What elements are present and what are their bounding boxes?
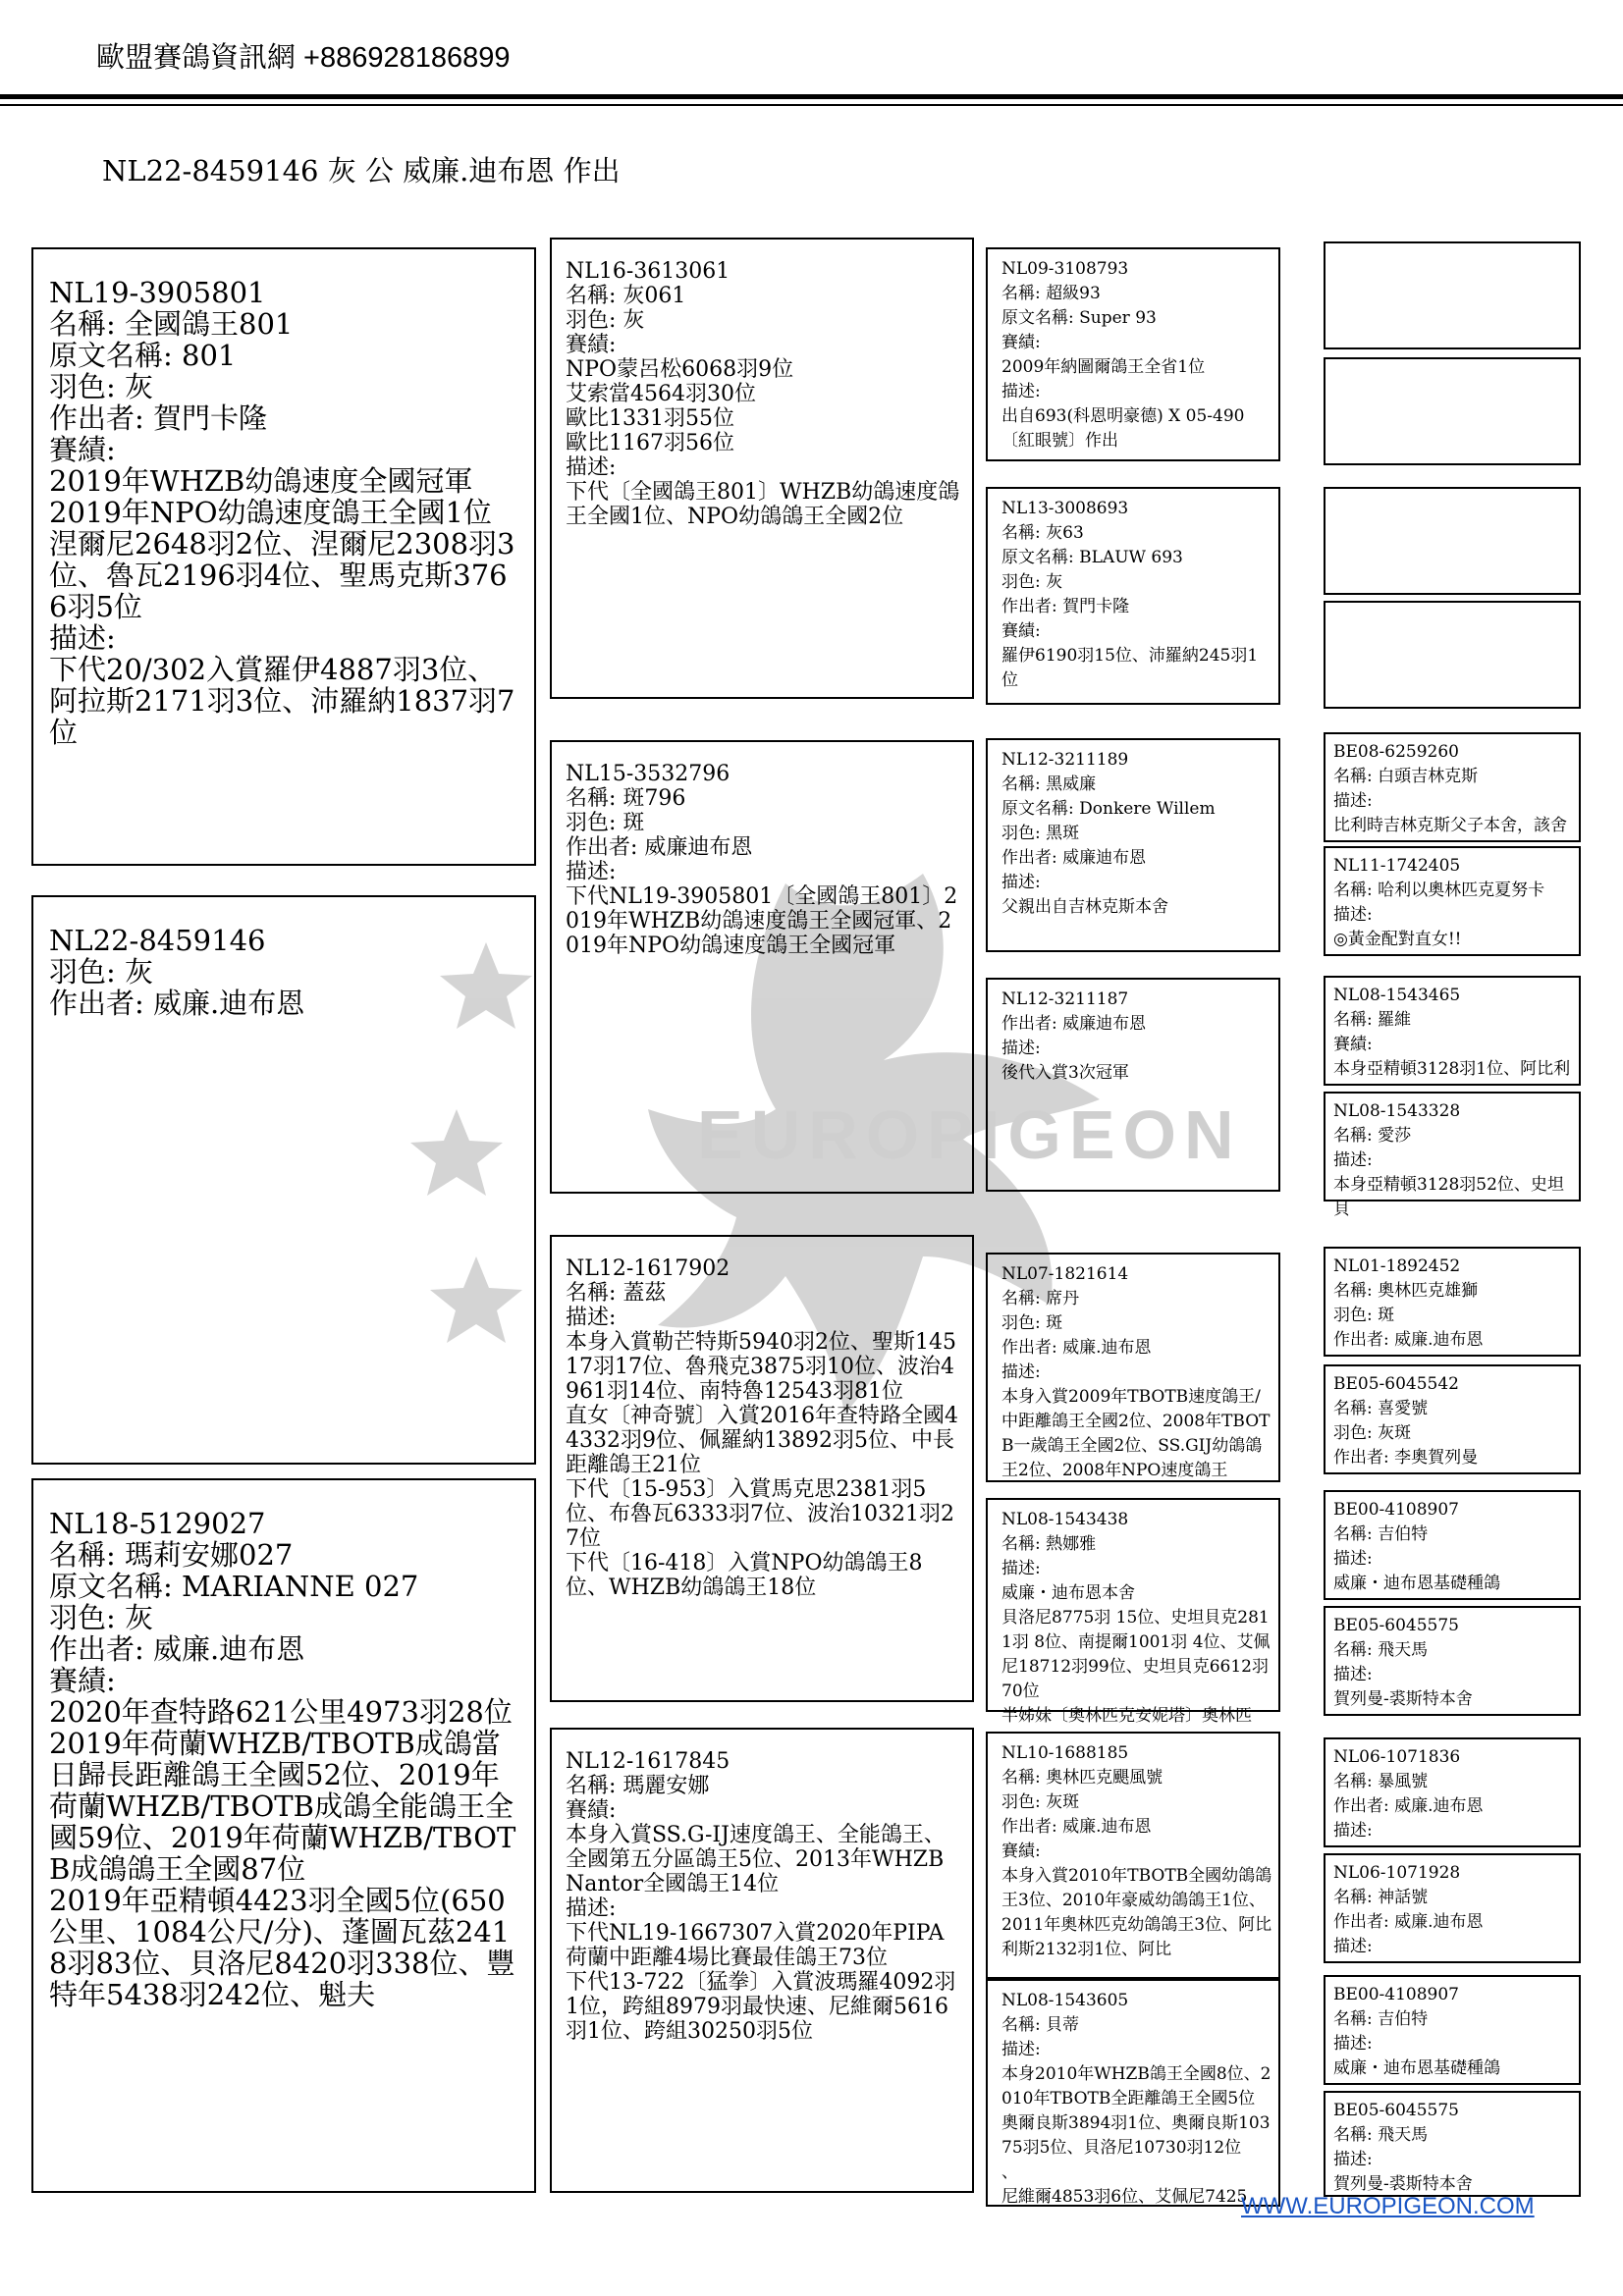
dam-dam-box: NL12-1617845 名稱: 瑪麗安娜 賽績: 本身入賞SS.G-IJ速度鴿王、全能鴿王、全國第五分區鴿王5位、2013年WHZB Nantor全國鴿王14位 描述: 下代NL19-1667307入賞2020年PIPA荷蘭中距離4場比賽最佳鴿王73位 下代13-722〔猛拳〕入賞波瑪羅4092羽1位，跨組8979羽最快速、尼維爾5616羽1位、跨組30250羽5位 (550, 1728, 974, 2193)
dd-sire-box: NL10-1688185 名稱: 奧林匹克颶風號 羽色: 灰斑 作出者: 威廉.迪布恩 賽績: 本身入賞2010年TBOTB全國幼鴿鴿王3位、2010年豪威幼鴿鴿王1位、2011年奧林匹克幼鴿鴿王3位、阿比利斯2132羽1位、阿比 (986, 1732, 1280, 1979)
sire-sire-box: NL16-3613061 名稱: 灰061 羽色: 灰 賽績: NPO蒙呂松6068羽9位 艾索當4564羽30位 歐比1331羽55位 歐比1167羽56位 描述: 下代〔全國鴿王801〕WHZB幼鴿速度鴿王全國1位、NPO幼鴿鴿王全國2位 (550, 238, 974, 699)
g4-box-10: BE05-6045542 名稱: 喜愛號 羽色: 灰斑 作出者: 李奧賀列曼 (1324, 1364, 1581, 1474)
ds-sire-box: NL07-1821614 名稱: 席丹 羽色: 斑 作出者: 威廉.迪布恩 描述: 本身入賞2009年TBOTB速度鴿王/中距離鴿王全國2位、2008年TBOTB一歲鴿王全國2位、SS.GIJ幼鴿鴿王2位、2008年NPO速度鴿王 (986, 1253, 1280, 1482)
g4-box-1 (1324, 241, 1581, 349)
header-rule-thin (0, 104, 1623, 106)
sd-dam-box: NL12-3211187 作出者: 威廉迪布恩 描述: 後代入賞3次冠軍 (986, 978, 1280, 1192)
g4-box-14: NL06-1071928 名稱: 神話號 作出者: 威廉.迪布恩 描述: (1324, 1853, 1581, 1963)
g4-box-11: BE00-4108907 名稱: 吉伯特 描述: 威廉・迪布恩基礎種鴿 (1324, 1490, 1581, 1600)
header-rule-thick (0, 94, 1623, 99)
dam-sire-box: NL12-1617902 名稱: 蓋茲 描述: 本身入賞勒芒特斯5940羽2位、聖斯14517羽17位、魯飛克3875羽10位、波治4961羽14位、南特魯12543羽81位 直女〔神奇號〕入賞2016年查特路全國44332羽9位、佩羅納13892羽5位、中長距離鴿王21位 下代〔15-953〕入賞馬克思2381羽5位、布魯瓦6333羽7位、波治10321羽27位 下代〔16-418〕入賞NPO幼鴿鴿王8位、WHZB幼鴿鴿王18位 (550, 1235, 974, 1702)
ss-dam-box: NL13-3008693 名稱: 灰63 原文名稱: BLAUW 693 羽色: 灰 作出者: 賀門卡隆 賽績: 羅伊6190羽15位、沛羅納245羽1位 (986, 487, 1280, 705)
g4-box-9: NL01-1892452 名稱: 奧林匹克雄獅 羽色: 斑 作出者: 威廉.迪布恩 (1324, 1247, 1581, 1357)
sire-box: NL19-3905801 名稱: 全國鴿王801 原文名稱: 801 羽色: 灰 作出者: 賀門卡隆 賽績: 2019年WHZB幼鴿速度全國冠軍 2019年NPO幼鴿速度鴿王全國1位 涅爾尼2648羽2位、涅爾尼2308羽3位、魯瓦2196羽4位、聖馬克斯3766羽5位 描述: 下代20/302入賞羅伊4887羽3位、阿拉斯2171羽3位、沛羅納1837羽7位 (31, 247, 536, 866)
pedigree-title: NL22-8459146 灰 公 威廉.迪布恩 作出 (102, 154, 621, 187)
subject-box: NL22-8459146 羽色: 灰 作出者: 威廉.迪布恩 (31, 895, 536, 1465)
g4-box-4 (1324, 601, 1581, 709)
g4-box-16: BE05-6045575 名稱: 飛天馬 描述: 賀列曼-裘斯特本舍 (1324, 2091, 1581, 2197)
footer-website-link[interactable]: WWW.EUROPIGEON.COM (1241, 2193, 1535, 2219)
g4-box-6: NL11-1742405 名稱: 哈利以奧林匹克夏努卡 描述: ◎黃金配對直女!! (1324, 846, 1581, 956)
sd-sire-box: NL12-3211189 名稱: 黑威廉 原文名稱: Donkere Willem 羽色: 黑斑 作出者: 威廉迪布恩 描述: 父親出自吉林克斯本舍 (986, 738, 1280, 952)
dd-dam-box: NL08-1543605 名稱: 貝蒂 描述: 本身2010年WHZB鴿王全國8位、2010年TBOTB全距離鴿王全國5位 奧爾良斯3894羽1位、奧爾良斯10375羽5位、貝洛尼10730羽12位 、 尼維爾4853羽6位、艾佩尼7425 (986, 1979, 1280, 2207)
g4-box-15: BE00-4108907 名稱: 吉伯特 描述: 威廉・迪布恩基礎種鴿 (1324, 1975, 1581, 2085)
ds-dam-box: NL08-1543438 名稱: 熱娜雅 描述: 威廉・迪布恩本舍 貝洛尼8775羽 15位、史坦貝克2811羽 8位、南提爾1001羽 4位、艾佩尼18712羽99位、史坦貝克6612羽70位 半姊妹〔奧林匹克安妮塔〕奧林匹 (986, 1498, 1280, 1712)
ss-sire-box: NL09-3108793 名稱: 超級93 原文名稱: Super 93 賽績: 2009年納圖爾鴿王全省1位 描述: 出自693(科恩明豪德) X 05-490〔紅眼號〕作出 (986, 247, 1280, 461)
g4-box-8: NL08-1543328 名稱: 愛莎 描述: 本身亞精頓3128羽52位、史坦貝 (1324, 1092, 1581, 1201)
dam-box: NL18-5129027 名稱: 瑪莉安娜027 原文名稱: MARIANNE 027 羽色: 灰 作出者: 威廉.迪布恩 賽績: 2020年查特路621公里4973羽28位 2019年荷蘭WHZB/TBOTB成鴿當日歸長距離鴿王全國52位、2019年荷蘭WHZB/TBOTB成鴿全能鴿王全國59位、2019年荷蘭WHZB/TBOTB成鴿鴿王全國87位 2019年亞精頓4423羽全國5位(650公里、1084公尺/分)、蓬圖瓦茲2418羽83位、貝洛尼8420羽338位、豐特年5438羽242位、魁夫 (31, 1478, 536, 2193)
g4-box-3 (1324, 487, 1581, 595)
sire-dam-box: NL15-3532796 名稱: 斑796 羽色: 斑 作出者: 威廉迪布恩 描述: 下代NL19-3905801〔全國鴿王801〕2019年WHZB幼鴿速度鴿王全國冠軍、2019年NPO幼鴿速度鴿王全國冠軍 (550, 740, 974, 1194)
g4-box-13: NL06-1071836 名稱: 暴風號 作出者: 威廉.迪布恩 描述: (1324, 1737, 1581, 1847)
g4-box-2 (1324, 357, 1581, 465)
g4-box-7: NL08-1543465 名稱: 羅維 賽績: 本身亞精頓3128羽1位、阿比利 (1324, 976, 1581, 1086)
g4-box-12: BE05-6045575 名稱: 飛天馬 描述: 賀列曼-裘斯特本舍 (1324, 1606, 1581, 1716)
site-header: 歐盟賽鴿資訊網 +886928186899 (96, 42, 511, 74)
g4-box-5: BE08-6259260 名稱: 白頭吉林克斯 描述: 比利時吉林克斯父子本舍，該舍 (1324, 732, 1581, 842)
watermark-text: EUROPIGEON (697, 1096, 1242, 1173)
